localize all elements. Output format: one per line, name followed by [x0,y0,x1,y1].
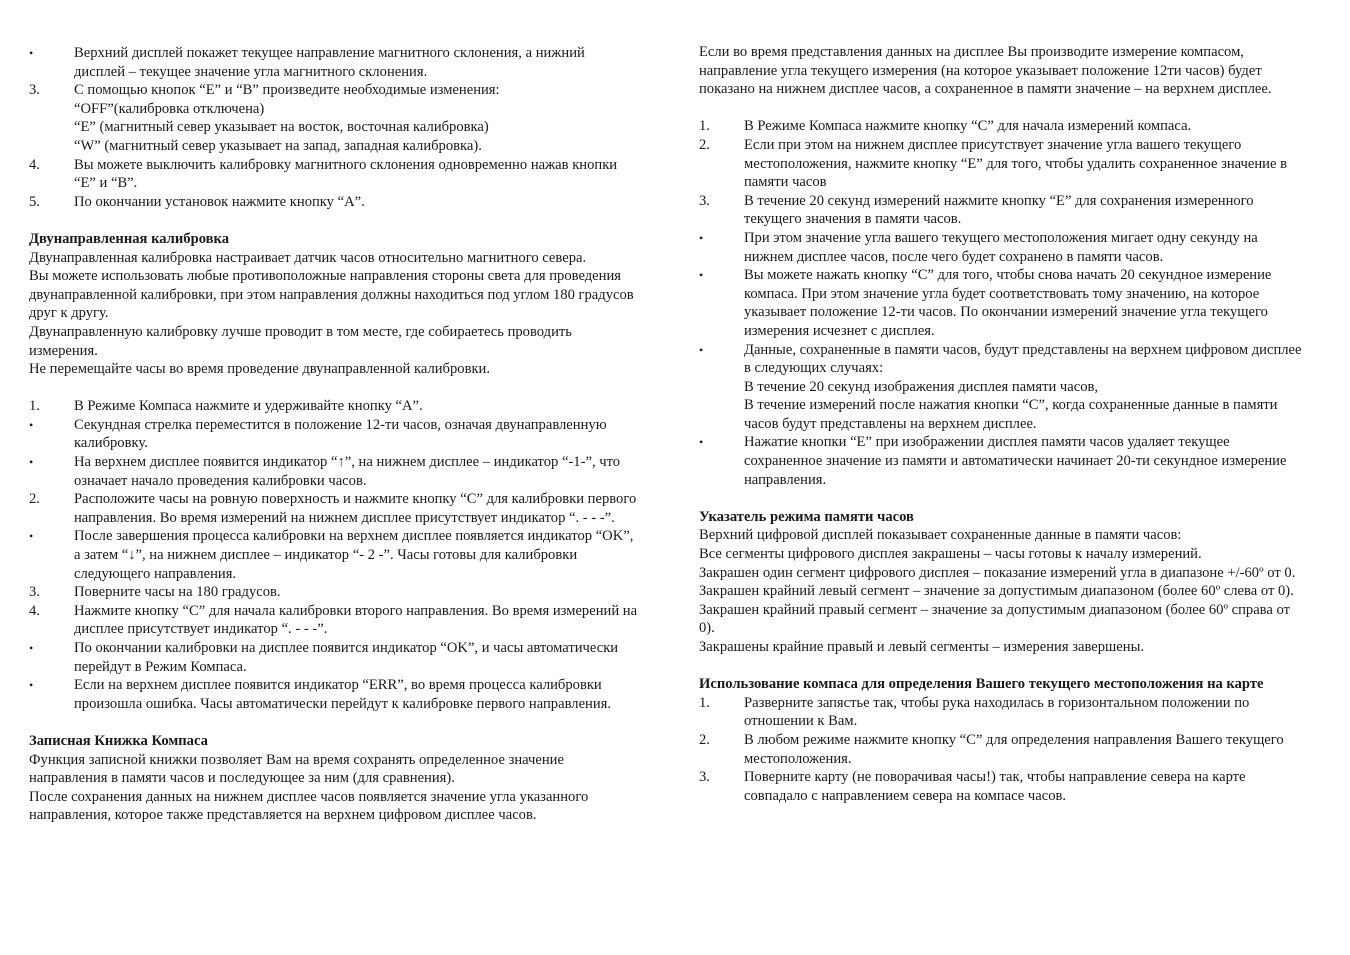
list-number: 2. [699,731,710,748]
bidirectional-calibration-text [29,249,639,379]
list-item [699,266,1309,340]
bullet-marker: • [29,417,34,432]
list-item [29,583,639,602]
bullet-marker: • [699,342,704,357]
list-item-text: Разверните запястье так, чтобы рука находилась в горизонтальном положении по отношении к Вам. [744,694,1250,730]
list-item [29,639,639,676]
list-item-text: Вы можете выключить калибровку магнитного склонения одновременно нажав кнопки “E” и “B”. [74,156,618,192]
list-item-text: Если при этом на нижнем дисплее присутствует значение угла вашего текущего местоположения, нажмите кнопку “E” для того, чтобы удалить сохраненное значение в памяти часов [744,136,1287,191]
list-item [699,192,1309,229]
list-number: 1. [699,118,710,135]
list-item [29,527,639,583]
list-item-text: В Режиме Компаса нажмите кнопку “C” для начала измерений компаса. [744,118,1192,135]
list-item [29,490,639,527]
paragraph: Функция записной книжки позволяет Вам на время сохранять определенное значение направления в памяти часов и последующее за ним (для сравнения). [29,751,564,787]
list-item [699,341,1309,434]
paragraph: Не перемещайте часы во время проведение двунаправленной калибровки. [29,361,491,378]
list-item [699,229,1309,266]
list-item-text: В течение 20 секунд измерений нажмите кнопку “E” для сохранения измеренного текущего значения в памяти часов. [744,192,1254,228]
list-number: 5. [29,193,40,210]
list-item [29,416,639,453]
list-item-text: По окончании установок нажмите кнопку “A”. [74,193,365,210]
list-item [29,44,639,81]
list-item [29,676,639,713]
list-item-text: Верхний дисплей покажет текущее направление магнитного склонения, а нижний дисплей – текущее значение угла магнитного склонения. [74,45,585,80]
list-number: 3. [699,192,710,209]
list-item [29,453,639,490]
bullet-marker: • [29,455,34,470]
list-item-text: На верхнем дисплее появится индикатор “↑”, на нижнем дисплее – индикатор “-1-”, что означает начало проведения калибровки часов. [74,454,621,489]
paragraph: Двунаправленная калибровка настраивает датчик часов относительно магнитного севера. [29,249,587,266]
list-item [29,602,639,639]
bullet-marker: • [29,678,34,693]
list-item [699,433,1309,489]
paragraph: Закрашен один сегмент цифрового дисплея – показание измерений угла в диапазоне +/-60º от 0. [699,564,1296,581]
right-column [699,0,1309,805]
compass-notebook-text [29,751,639,825]
compass-notebook-heading: Записная Книжка Компаса [29,732,208,749]
list-item-text: В Режиме Компаса нажмите и удерживайте кнопку “A”. [74,398,423,415]
bidirectional-calibration-steps [29,397,639,713]
list-item-text: Если на верхнем дисплее появится индикатор “ERR”, во время процесса калибровки произошла ошибка. Часы автоматически перейдут к калибровке первого направления. [74,677,612,712]
list-item-text: Вы можете нажать кнопку “C” для того, чтобы снова начать 20 секундное измерение компаса. При этом значение угла будет соответствовать тому значению, на которое указывает положение 12-ти часов. По окончании измерений значение угла текущего измерения исчезнет с дисплея. [744,267,1272,339]
list-item [29,156,639,193]
list-item-text: С помощью кнопок “E” и “B” произведите необходимые изменения: “OFF”(калибровка отключена) “E” (магнитный север указывает на восток, восточная калибровка) “W” (магнитный север указывает на запад, западная калибровка). [74,82,500,154]
list-item-text: Поверните часы на 180 градусов. [74,584,281,601]
list-item [29,193,639,212]
list-item-text: Данные, сохраненные в памяти часов, будут представлены на верхнем цифровом дисплее в следующих случаях: В течение 20 секунд изображения дисплея памяти часов, В течение измерений после нажатия кнопки “C”, когда сохраненные данные в памяти часов будут представлены на верхнем дисплее. [744,341,1302,432]
paragraph: Двунаправленную калибровку лучше проводит в том месте, где собираетесь проводить измерения. [29,323,572,359]
list-item-text: При этом значение угла вашего текущего местоположения мигает одну секунду на нижнем дисплее часов, после чего будет сохранено в памяти часов. [744,229,1258,265]
list-item-text: Секундная стрелка переместится в положение 12-ти часов, означая двунаправленную калибровку. [74,416,607,452]
list-number: 1. [29,398,40,415]
list-number: 3. [699,769,710,786]
list-item [699,768,1309,805]
list-number: 4. [29,156,40,173]
memory-mode-indicator-heading: Указатель режима памяти часов [699,508,914,525]
list-item [699,117,1309,136]
bullet-marker: • [29,46,34,60]
list-item-text: После завершения процесса калибровки на верхнем дисплее появляется индикатор “OK”, а затем “↓”, на нижнем дисплее – индикатор “- 2 -”. Часы готовы для калибровки следующего направления. [74,528,634,582]
bidirectional-calibration-heading: Двунаправленная калибровка [29,230,229,247]
list-number: 4. [29,602,40,619]
left-top-list [29,44,639,211]
right-intro-paragraph: Если во время представления данных на дисплее Вы производите измерение компасом, направление угла текущего измерения (на которое указывает положение 12ти часов) будет показано на нижнем дисплее часов, а сохраненное в памяти значение – на верхнем дисплее. [699,44,1272,98]
list-item-text: Поверните карту (не поворачивая часы!) так, чтобы направление севера на карте совпадало с направлением севера на компасе часов. [744,769,1246,804]
paragraph: Верхний цифровой дисплей показывает сохраненные данные в памяти часов: [699,527,1182,544]
map-location-steps [699,694,1309,806]
list-item-text: Нажатие кнопки “E” при изображении дисплея памяти часов удаляет текущее сохраненное значение из памяти и автоматически начинает 20-ти секундное измерение направления. [744,434,1287,488]
paragraph: Все сегменты цифрового дисплея закрашены – часы готовы к началу измерений. [699,546,1202,563]
paragraph: После сохранения данных на нижнем дисплее часов появляется значение угла указанного направления, которое также представляется на верхнем цифровом дисплее часов. [29,788,589,824]
list-item-text: В любом режиме нажмите кнопку “C” для определения направления Вашего текущего местоположения. [744,731,1284,767]
paragraph: Закрашен крайний левый сегмент – значение за допустимым диапазоном (более 60º слева от 0). [699,583,1294,600]
paragraph: Закрашены крайние правый и левый сегменты – измерения завершены. [699,639,1145,655]
list-item [699,694,1309,731]
bullet-marker: • [29,529,34,544]
list-item-text: Нажмите кнопку “C” для начала калибровки второго направления. Во время измерений на дисплее присутствует индикатор “. - - -”. [74,602,638,638]
paragraph: Вы можете использовать любые противоположные направления стороны света для проведения двунаправленной калибровки, при этом направления должны находиться под углом 180 градусов друг к другу. [29,268,634,322]
list-number: 2. [29,491,40,508]
map-location-heading: Использование компаса для определения Вашего текущего местоположения на карте [699,676,1264,693]
list-item-text: Расположите часы на ровную поверхность и нажмите кнопку “C” для калибровки первого направления. Во время измерений на нижнем дисплее присутствует индикатор “. - - -”. [74,491,637,526]
list-number: 3. [29,82,40,99]
list-item [699,136,1309,192]
list-item [29,397,639,416]
bullet-marker: • [29,641,34,655]
left-column [29,0,639,825]
bullet-marker: • [699,230,704,245]
list-item-text: По окончании калибровки на дисплее появится индикатор “OK”, и часы автоматически перейдут в Режим Компаса. [74,640,619,675]
bullet-marker: • [699,435,704,450]
bullet-marker: • [699,268,704,283]
memory-mode-indicator-text [699,526,1309,656]
paragraph: Закрашен крайний правый сегмент – значение за допустимым диапазоном (более 60º справа от 0). [699,601,1290,637]
list-item [699,731,1309,768]
list-number: 1. [699,694,710,711]
list-item [29,81,639,155]
notebook-steps [699,117,1309,489]
list-number: 2. [699,136,710,153]
list-number: 3. [29,584,40,601]
